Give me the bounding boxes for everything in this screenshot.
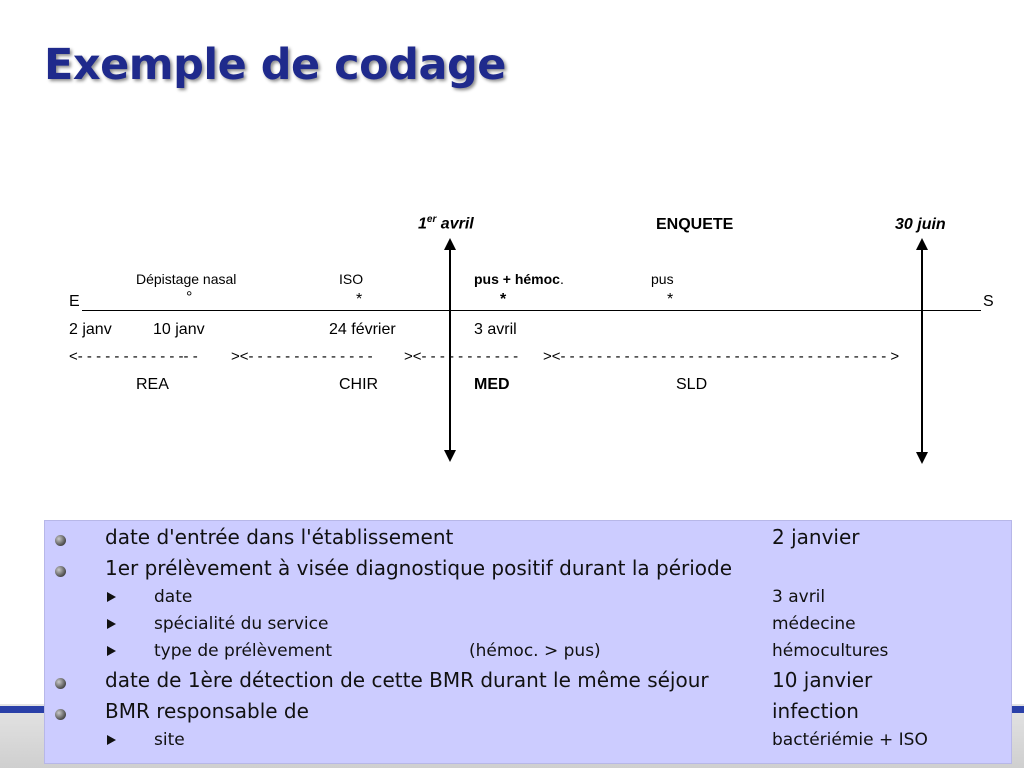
service-sld: SLD (676, 376, 708, 393)
enquete-label: ENQUETE (656, 216, 734, 233)
timeline-star-pus: * (667, 291, 674, 308)
range-rea: <- - - - - - - - - - - -- - (69, 348, 198, 365)
range-sld: ><- - - - - - - - - - - - - - - - - - - - - - - - - - - - - - - - - - - - > (543, 348, 900, 365)
event-depistage: Dépistage nasal (136, 271, 237, 287)
triangle-bullet-icon (107, 735, 116, 745)
june-30-label: 30 juin (895, 216, 946, 233)
date-3-avril: 3 avril (474, 321, 517, 338)
date-2-janv: 2 janv (69, 321, 112, 338)
timeline-star-iso: * (356, 291, 363, 308)
event-pus-hemoc: pus + hémoc. (474, 271, 564, 287)
date-24-fevrier: 24 février (329, 321, 396, 338)
timeline-degree-mark: ° (186, 289, 193, 306)
service-chir: CHIR (339, 376, 379, 393)
date-10-janv: 10 janv (153, 321, 205, 338)
event-pus: pus (651, 271, 674, 287)
timeline-end: S (983, 293, 994, 310)
coding-info-box: date d'entrée dans l'établissement 2 janvier 1er prélèvement à visée diagnostique positif durant la période date 3 avril spécialité du service médecine type de prélèvement (hémoc. > pus) hémocultures date de 1ère détection de cette BMR durant le même séjour 10 janvier BMR responsable de infection site bactériémie + ISO (44, 520, 1012, 764)
service-med: MED (474, 376, 510, 393)
timeline-star-hemoc: * (500, 291, 507, 308)
triangle-bullet-icon (107, 646, 116, 656)
range-med: ><- - - - - - - - - - - (404, 348, 519, 365)
triangle-bullet-icon (107, 619, 116, 629)
bullet-icon (55, 709, 66, 720)
bullet-icon (55, 566, 66, 577)
sample-type-note: (hémoc. > pus) (469, 641, 601, 661)
slide-title: Exemple de codage (44, 40, 506, 90)
bullet-icon (55, 535, 66, 546)
june-marker-arrow (912, 238, 932, 464)
triangle-bullet-icon (107, 592, 116, 602)
first-april-label: 1er avril (418, 214, 474, 233)
timeline-axis (82, 310, 981, 311)
service-rea: REA (136, 376, 169, 393)
event-iso: ISO (339, 271, 364, 287)
bullet-icon (55, 678, 66, 689)
range-chir: ><- - - - - - - - - - - - - - (231, 348, 373, 365)
timeline-start: E (69, 293, 80, 310)
